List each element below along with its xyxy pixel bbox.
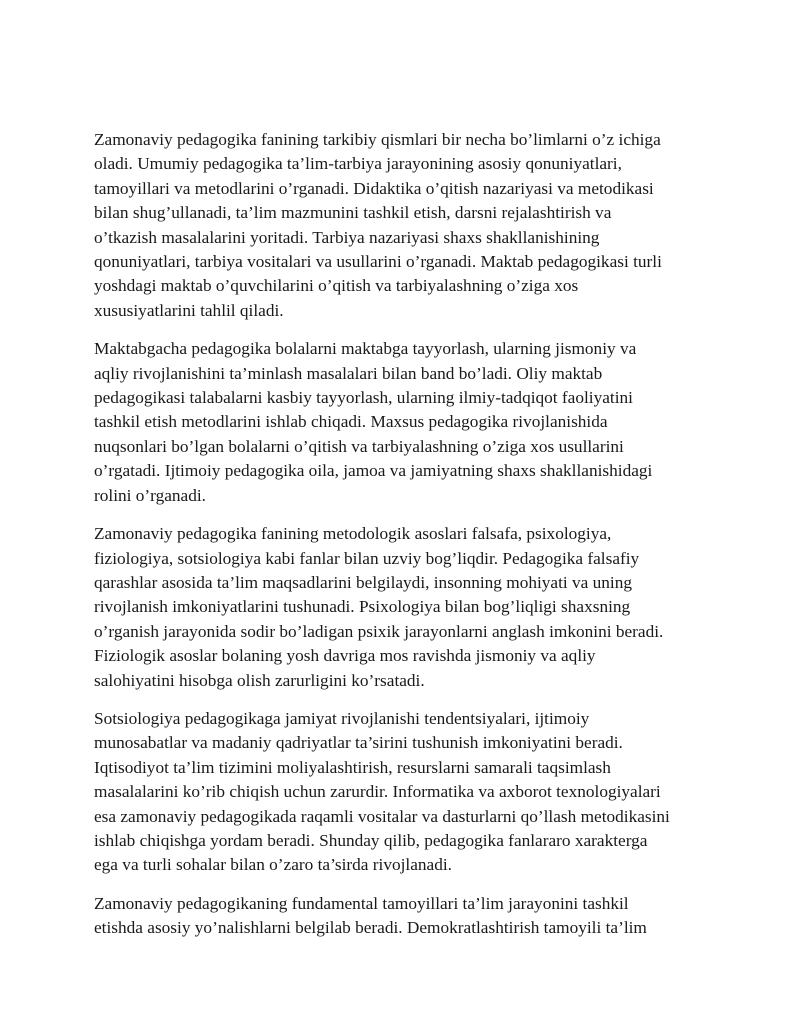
text-line: Zamonaviy pedagogika fanining metodologik asoslari falsafa, psixologiya, <box>94 524 612 544</box>
text-line: Maktabgacha pedagogika bolalarni maktabga tayyorlash, ularning jismoniy va <box>94 339 637 359</box>
text-line: bilan shug’ullanadi, ta’lim mazmunini tashkil etish, darsni rejalashtirish va <box>94 203 612 223</box>
text-line: masalalarini ko’rib chiqish uchun zarurdir. Informatika va axborot texnologiyalari <box>94 782 661 802</box>
text-line: aqliy rivojlanishini ta’minlash masalalari bilan band bo’ladi. Oliy maktab <box>94 363 603 383</box>
document-body <box>94 128 706 955</box>
text-line: pedagogikasi talabalarni kasbiy tayyorlash, ularning ilmiy-tadqiqot faoliyatini <box>94 388 633 408</box>
text-line: Iqtisodiyot ta’lim tizimini moliyalashtirish, resurslarni samarali taqsimlash <box>94 757 611 777</box>
text-line: ishlab chiqishga yordam beradi. Shunday qilib, pedagogika fanlararo xarakterga <box>94 830 648 850</box>
text-line: qarashlar asosida ta’lim maqsadlarini belgilaydi, insonning mohiyati va uning <box>94 572 633 592</box>
text-line: tashkil etish metodlarini ishlab chiqadi. Maxsus pedagogika rivojlanishida <box>94 412 608 432</box>
text-line: qonuniyatlari, tarbiya vositalari va usullarini o’rganadi. Maktab pedagogikasi turli <box>94 252 662 272</box>
text-line: o’rganish jarayonida sodir bo’ladigan psixik jarayonlarni anglash imkonini beradi. <box>94 621 664 641</box>
text-line: xususiyatlarini tahlil qiladi. <box>94 300 284 320</box>
text-line: rolini o’rganadi. <box>94 485 206 505</box>
text-line: oladi. Umumiy pedagogika ta’lim-tarbiya jarayonining asosiy qonuniyatlari, <box>94 154 622 174</box>
paragraph-4 <box>94 707 706 878</box>
text-line: ega va turli sohalar bilan o’zaro ta’sirda rivojlanadi. <box>94 855 452 875</box>
paragraph-2 <box>94 337 706 508</box>
text-line: munosabatlar va madaniy qadriyatlar ta’sirini tushunish imkoniyatini beradi. <box>94 733 623 753</box>
text-line: Sotsiologiya pedagogikaga jamiyat rivojlanishi tendentsiyalari, ijtimoiy <box>94 708 590 728</box>
text-line: Zamonaviy pedagogikaning fundamental tamoyillari ta’lim jarayonini tashkil <box>94 893 629 913</box>
paragraph-1 <box>94 128 706 323</box>
text-line: esa zamonaviy pedagogikada raqamli vositalar va dasturlarni qo’llash metodikasini <box>94 806 670 826</box>
text-line: o’rgatadi. Ijtimoiy pedagogika oila, jamoa va jamiyatning shaxs shakllanishidagi <box>94 461 653 481</box>
text-line: nuqsonlari bo’lgan bolalarni o’qitish va tarbiyalashning o’ziga xos usullarini <box>94 436 624 456</box>
text-line: salohiyatini hisobga olish zarurligini ko’rsatadi. <box>94 670 425 690</box>
paragraph-5 <box>94 892 706 941</box>
paragraph-3 <box>94 522 706 693</box>
text-line: Fiziologik asoslar bolaning yosh davriga mos ravishda jismoniy va aqliy <box>94 646 596 666</box>
text-line: rivojlanish imkoniyatlarini tushunadi. Psixologiya bilan bog’liqligi shaxsning <box>94 597 631 617</box>
text-line: fiziologiya, sotsiologiya kabi fanlar bilan uzviy bog’liqdir. Pedagogika falsafiy <box>94 548 640 568</box>
text-line: Zamonaviy pedagogika fanining tarkibiy qismlari bir necha bo’limlarni o’z ichiga <box>94 130 661 149</box>
text-line: o’tkazish masalalarini yoritadi. Tarbiya nazariyasi shaxs shakllanishining <box>94 227 600 247</box>
text-line: yoshdagi maktab o’quvchilarini o’qitish va tarbiyalashning o’ziga xos <box>94 276 579 296</box>
text-line: tamoyillari va metodlarini o’rganadi. Didaktika o’qitish nazariyasi va metodikasi <box>94 178 654 198</box>
text-line: etishda asosiy yo’nalishlarni belgilab beradi. Demokratlashtirish tamoyili ta’lim <box>94 918 647 938</box>
